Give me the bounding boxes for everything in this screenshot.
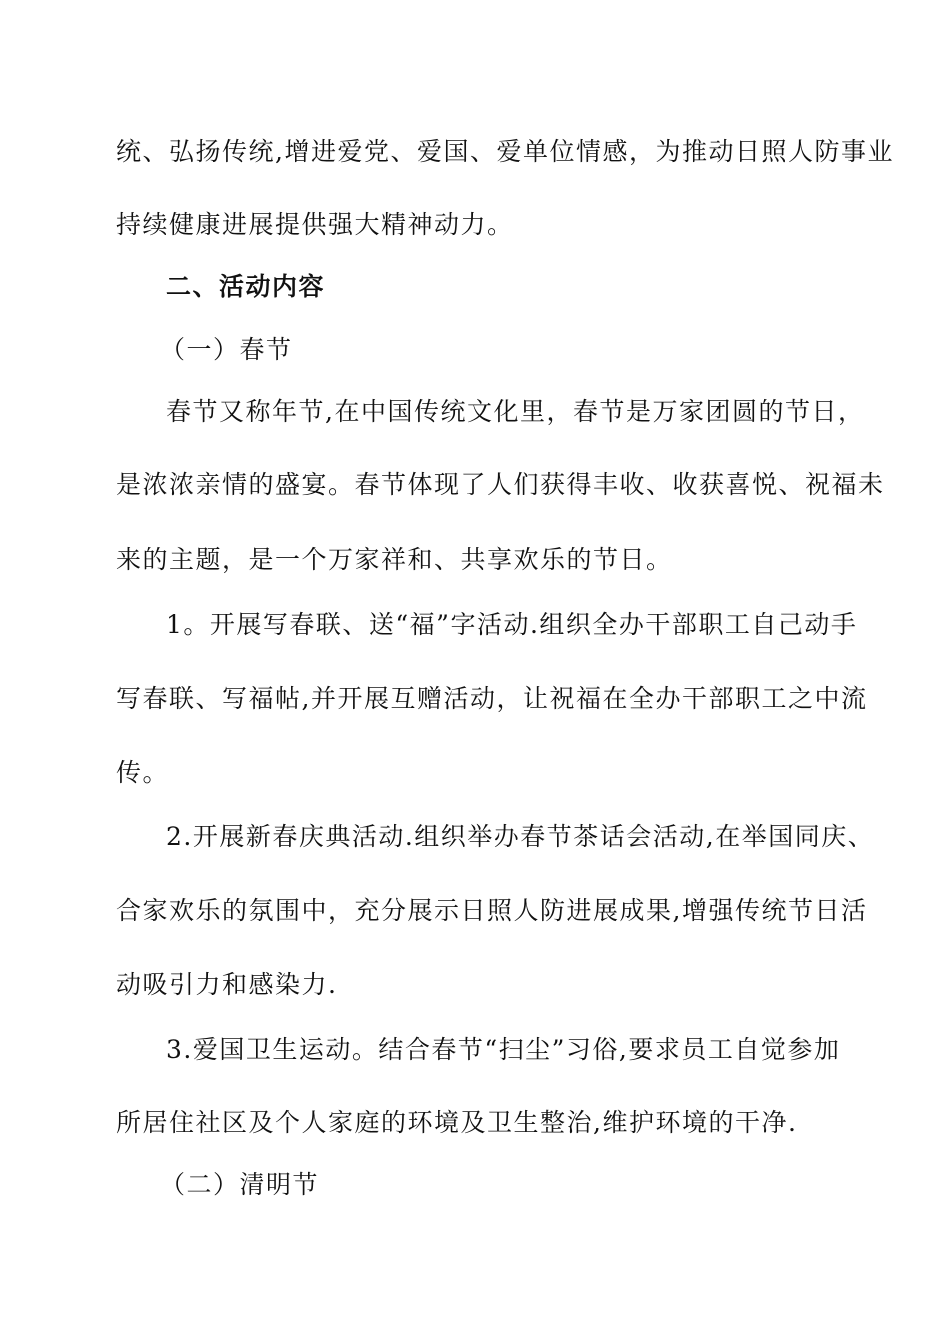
section-heading: 二、活动内容 bbox=[166, 272, 326, 301]
list-item-line: 2.开展新春庆典活动.组织举办春节茶话会活动,在举国同庆、 bbox=[166, 822, 875, 851]
paragraph-line: 合家欢乐的氛围中，充分展示日照人防进展成果,增强传统节日活 bbox=[116, 896, 868, 925]
subsection-heading: （二）清明节 bbox=[160, 1170, 320, 1199]
subsection-heading: （一）春节 bbox=[160, 335, 293, 364]
paragraph-line: 所居住社区及个人家庭的环境及卫生整治,维护环境的干净. bbox=[116, 1108, 798, 1137]
paragraph-line: 来的主题，是一个万家祥和、共享欢乐的节日。 bbox=[116, 545, 673, 574]
paragraph-line: 持续健康进展提供强大精神动力。 bbox=[116, 210, 514, 239]
paragraph-line: 动吸引力和感染力. bbox=[116, 970, 338, 999]
paragraph-line: 是浓浓亲情的盛宴。春节体现了人们获得丰收、收获喜悦、祝福未 bbox=[116, 470, 885, 499]
paragraph-line: 统、弘扬传统,增进爱党、爱国、爱单位情感，为推动日照人防事业 bbox=[116, 137, 894, 166]
paragraph-line: 写春联、写福帖,并开展互赠活动，让祝福在全办干部职工之中流 bbox=[116, 684, 868, 713]
list-item-line: 3.爱国卫生运动。结合春节“扫尘”习俗,要求员工自觉参加 bbox=[166, 1035, 841, 1064]
list-item-line: 1。开展写春联、送“福”字活动.组织全办干部职工自己动手 bbox=[166, 610, 858, 639]
paragraph-line: 春节又称年节,在中国传统文化里，春节是万家团圆的节日， bbox=[166, 397, 865, 426]
paragraph-line: 传。 bbox=[116, 758, 170, 787]
